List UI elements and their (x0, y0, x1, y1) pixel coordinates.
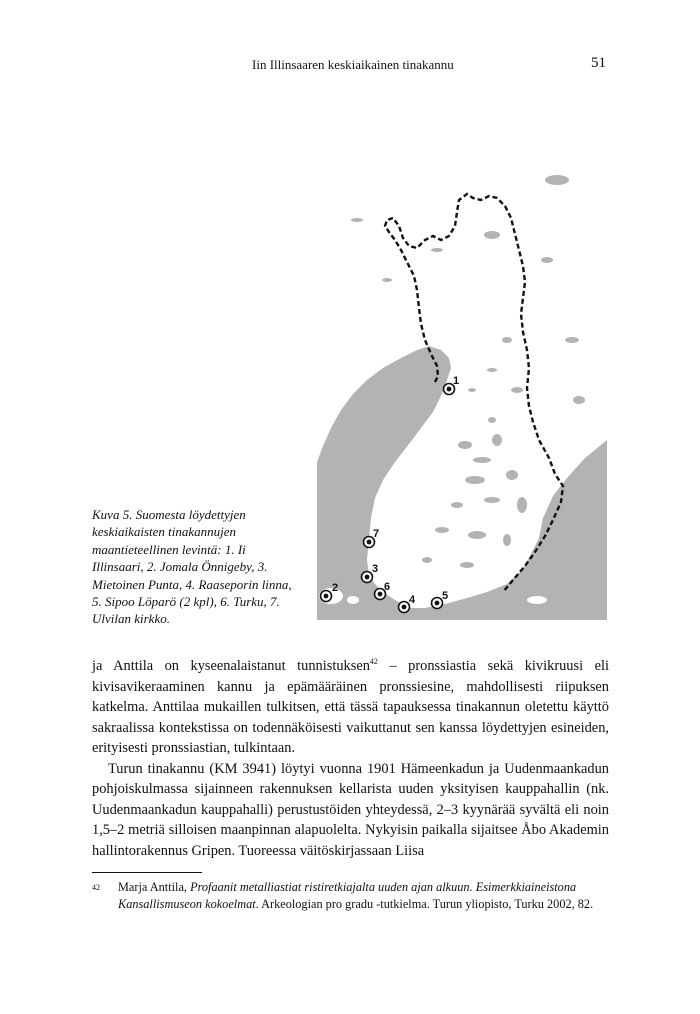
site-marker-1 (444, 375, 460, 395)
site-label: 7 (373, 528, 380, 540)
site-label: 5 (442, 590, 449, 602)
paragraph-2: Turun tinakannu (KM 3941) löytyi vuonna 1901 Hämeenkadun ja Uudenmaankadun pohjoiskulmassa sijainneen rakennuksen kellarista uuden yksityisen kauppahallin (nk. Uudenmaankadun kauppahalli) perustustöiden yhteydessä, 2–3 kyynärää syvältä eli noin 1,5–2 metriä silloisen maanpinnan alapuolelta. Nykyisin paikalla sijaitsee Åbo Akademin hallintorakennus Gripen. Tuoreessa väitöskirjassaan Liisa (92, 760, 609, 859)
page-number: 51 (591, 55, 606, 71)
footnote-number: 42 (92, 883, 100, 892)
figure-caption: Kuva 5. Suomesta löydettyjen keskiaikaisten tinakannujen maantieteellinen levintä: 1. Ii Illinsaari, 2. Jomala Önnigeby, 3. Mietoinen Punta, 4. Raaseporin linna, 5. Sipoo Löparö (2 kpl), 6. Turku, 7. Ulvilan kirkko. (92, 507, 292, 627)
footnote-divider (92, 872, 202, 873)
site-marker-5 (432, 590, 449, 609)
paragraph-text: – pronssiastia sekä kivikruusi eli kivisavikeraaminen kannu ja epämääräinen pronssiesine, mahdollisesti riipuksen katkelma. Anttilaa mukaillen tulkitsen, että tässä tapauksessa tinakannun oletettu käyttö sakraalissa kontekstissa on todennäköisesti vaikuttanut sen kanssa löydettyjen esineiden, erityisesti pronssiastian, tulkintaan. (92, 658, 610, 756)
footnote-author: Marja Anttila, (118, 880, 191, 894)
site-marker-4 (399, 594, 417, 613)
site-label: 6 (384, 581, 391, 593)
site-label: 3 (372, 563, 379, 575)
running-title: Iin Illinsaaren keskiaikainen tinakannu (252, 57, 454, 72)
body-text (92, 656, 609, 861)
site-label: 1 (453, 375, 460, 387)
site-marker-6 (375, 581, 391, 600)
site-markers (317, 140, 607, 620)
site-label: 4 (409, 594, 416, 606)
paragraph-1 (92, 656, 609, 759)
footnote-reference[interactable]: 42 (369, 657, 378, 667)
footnote-rest: . Arkeologian pro gradu -tutkielma. Turun yliopisto, Turku 2002, 82. (255, 897, 594, 911)
site-marker-3 (362, 563, 379, 583)
footnote-text (118, 879, 609, 913)
site-marker-7 (364, 528, 380, 548)
site-marker-2 (321, 582, 339, 602)
site-label: 2 (332, 582, 339, 594)
footnote-title: Profaanit metalliastiat ristiretkiajalta uuden ajan alkuun. Esimerkkiaineistona Kansallismuseon kokoelmat (118, 880, 577, 911)
footnote (92, 879, 609, 913)
paragraph-text: ja Anttila on kyseenalaistanut tunnistuksen (92, 658, 370, 674)
